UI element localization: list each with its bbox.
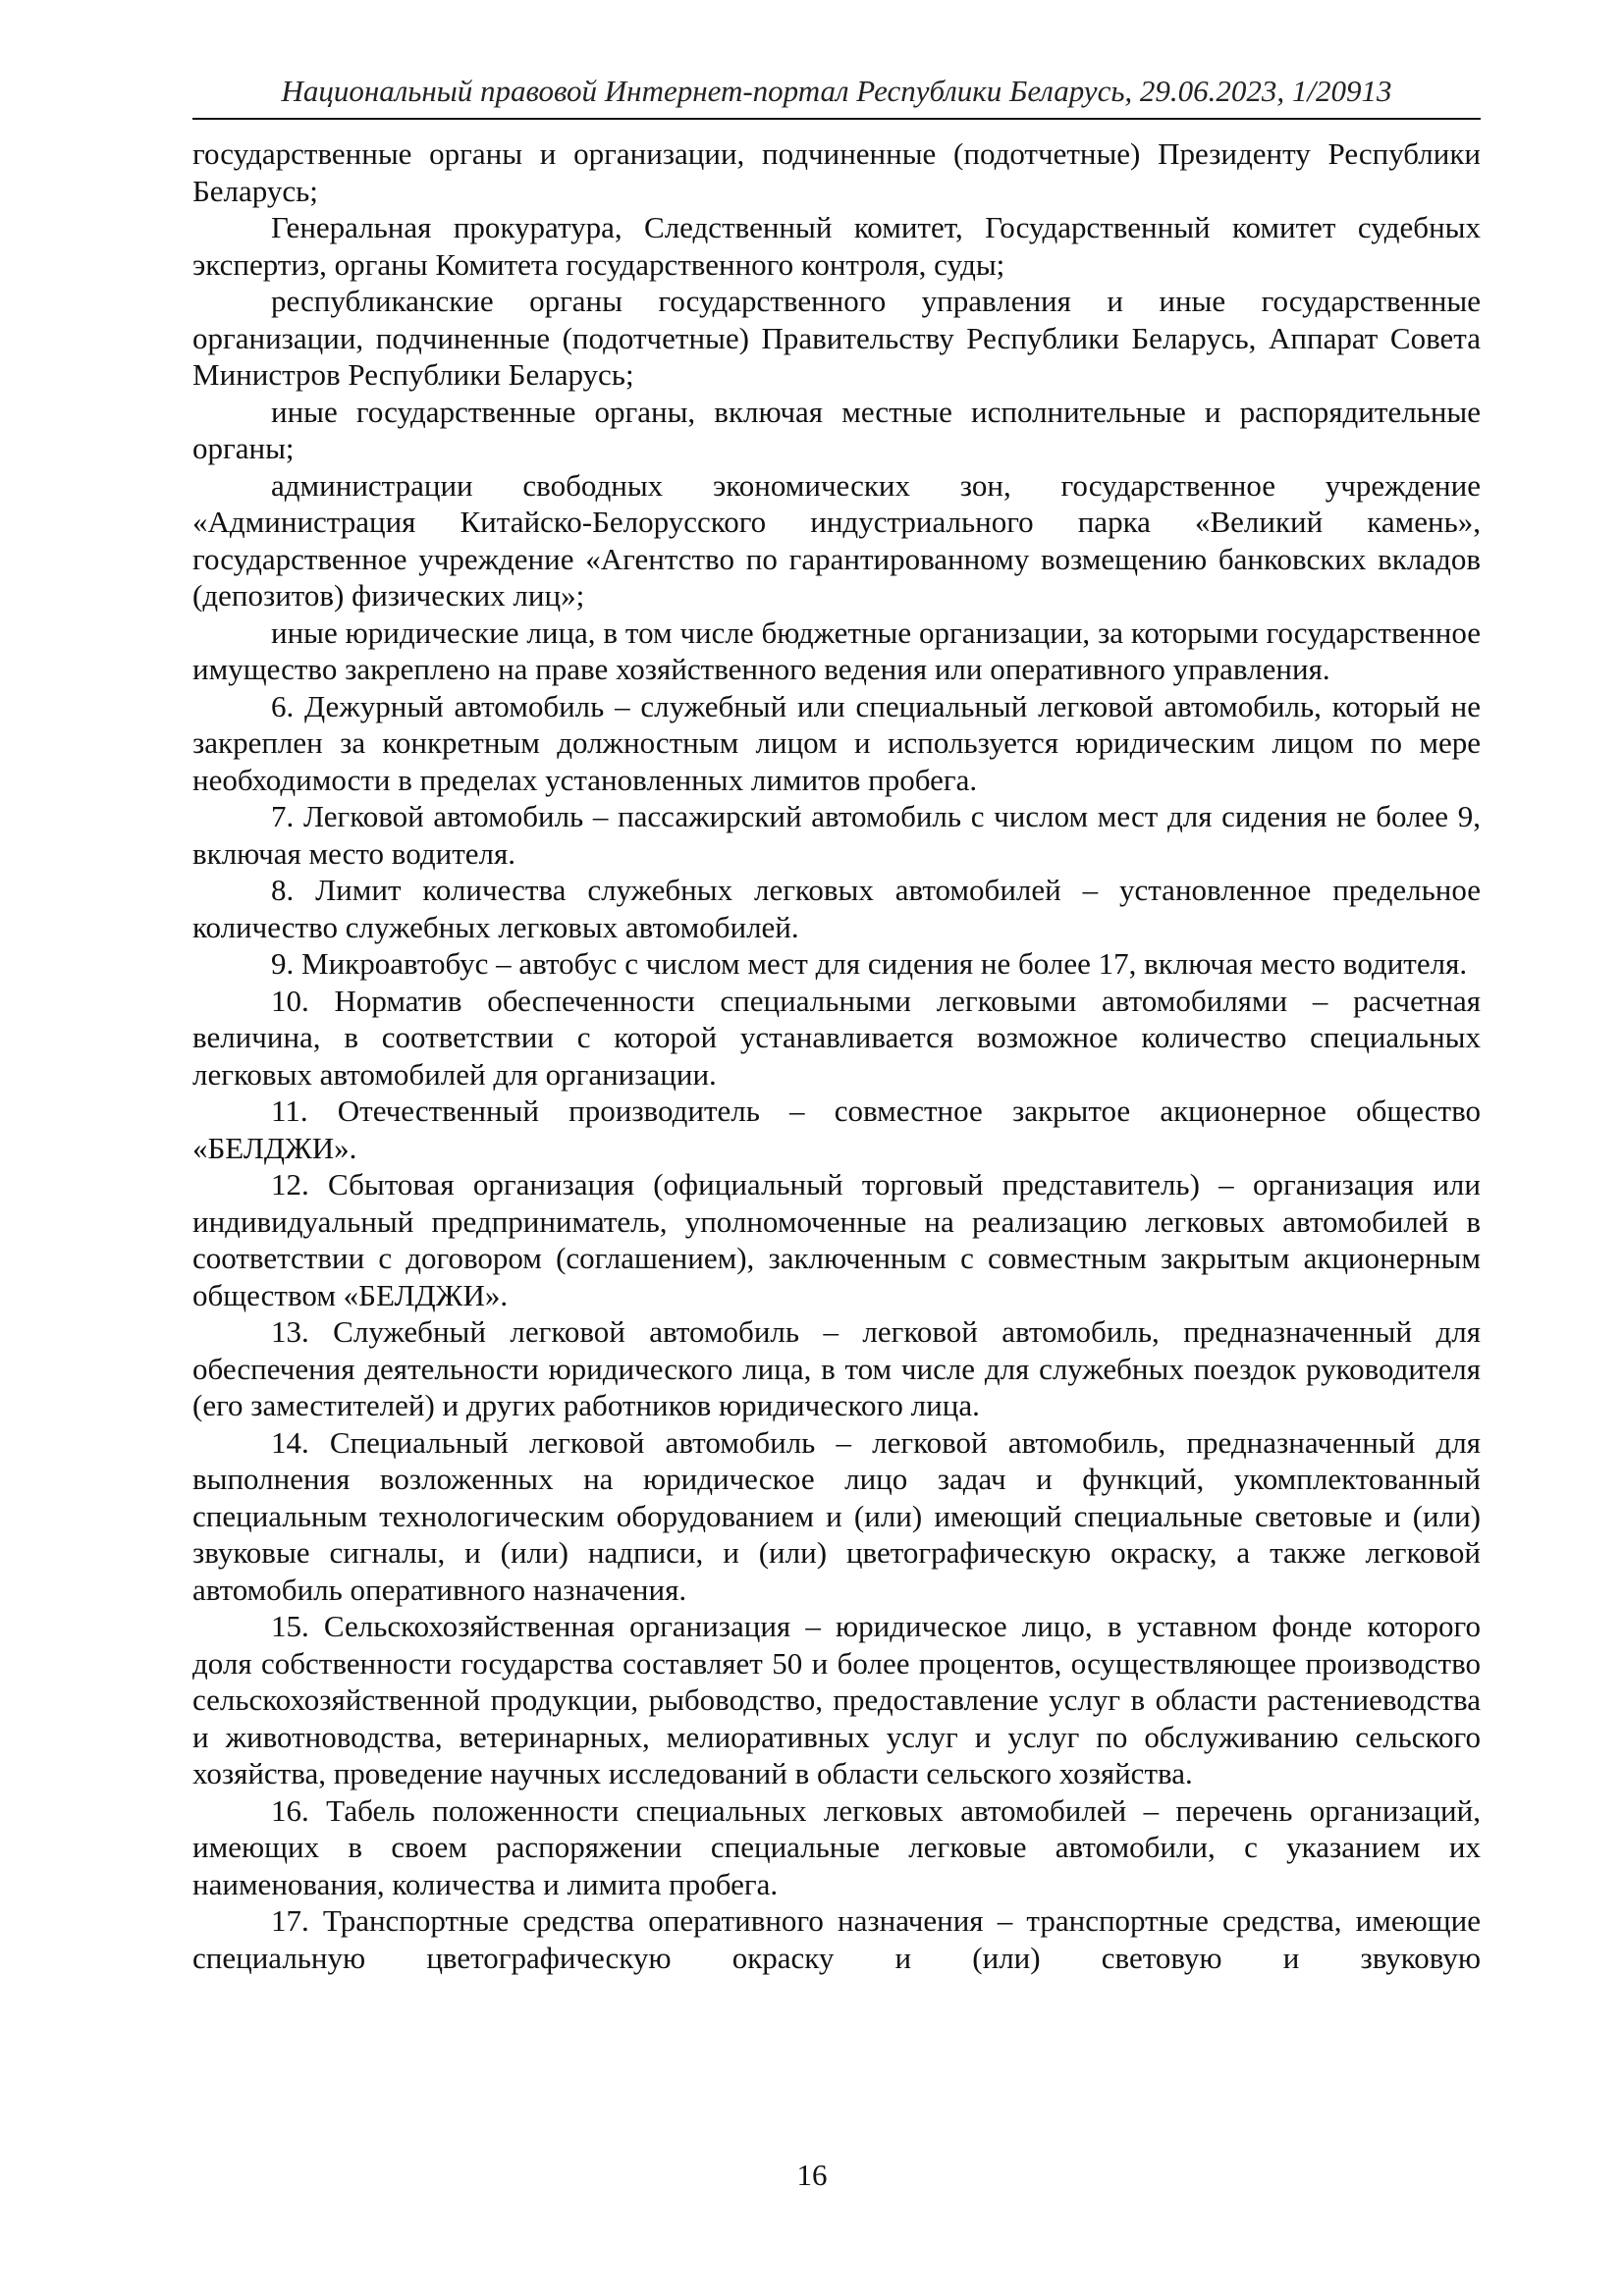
paragraph-item-7: 7. Легковой автомобиль – пассажирский автомобиль с числом мест для сидения не более 9, включая место водителя.	[192, 799, 1481, 871]
paragraph-free-economic-zones: администрации свободных экономических зон, государственное учреждение «Администрация Китайско-Белорусского индустриального парка «Великий камень», государственное учреждение «Агентство по гарантированному возмещению банковских вкладов (депозитов) физических лиц»;	[192, 467, 1481, 613]
document-header: Национальный правовой Интернет-портал Республики Беларусь, 29.06.2023, 1/20913	[281, 74, 1392, 108]
paragraph-item-17: 17. Транспортные средства оперативного назначения – транспортные средства, имеющие специальную цветографическую окраску и (или) световую и звуковую	[192, 1903, 1481, 1975]
paragraph-other-legal-entities: иные юридические лица, в том числе бюджетные организации, за которыми государственное имущество закреплено на праве хозяйственного ведения или оперативного управления.	[192, 614, 1481, 686]
paragraph-republican-bodies: республиканские органы государственного управления и иные государственные организации, подчиненные (подотчетные) Правительству Республики Беларусь, Аппарат Совета Министров Республики Беларусь;	[192, 284, 1481, 392]
paragraph-item-11: 11. Отечественный производитель – совместное закрытое акционерное общество «БЕЛДЖИ».	[192, 1094, 1481, 1165]
paragraph-other-state-bodies: иные государственные органы, включая местные исполнительные и распорядительные органы;	[192, 394, 1481, 465]
paragraph-item-15: 15. Сельскохозяйственная организация – юридическое лицо, в уставном фонде которого доля собственности государства составляет 50 и более процентов, осуществляющее производство сельскохозяйственной продукции, рыбоводство, предоставление услуг в области растениеводства и животноводства, ветеринарных, мелиоративных услуг и услуг по обслуживанию сельского хозяйства, проведение научных исследований в области сельского хозяйства.	[192, 1609, 1481, 1790]
paragraph-item-9: 9. Микроавтобус – автобус с числом мест для сидения не более 17, включая место водителя.	[271, 946, 1468, 981]
document-body	[192, 135, 1481, 1976]
paragraph-item-8: 8. Лимит количества служебных легковых автомобилей – установленное предельное количество служебных легковых автомобилей.	[192, 873, 1481, 944]
paragraph-item-16: 16. Табель положенности специальных легковых автомобилей – перечень организаций, имеющих в своем распоряжении специальные легковые автомобили, с указанием их наименования, количества и лимита пробега.	[192, 1792, 1481, 1901]
header-divider	[192, 118, 1481, 120]
paragraph-item-12: 12. Сбытовая организация (официальный торговый представитель) – организация или индивидуальный предприниматель, уполномоченные на реализацию легковых автомобилей в соответствии с договором (соглашением), заключенным с совместным закрытым акционерным обществом «БЕЛДЖИ».	[192, 1167, 1481, 1312]
paragraph-item-13: 13. Служебный легковой автомобиль – легковой автомобиль, предназначенный для обеспечения деятельности юридического лица, в том числе для служебных поездок руководителя (его заместителей) и других работников юридического лица.	[192, 1314, 1481, 1422]
page-number: 16	[796, 2158, 828, 2192]
paragraph-state-bodies-president: государственные органы и организации, подчиненные (подотчетные) Президенту Республики Беларусь;	[192, 136, 1481, 208]
paragraph-item-6: 6. Дежурный автомобиль – служебный или специальный легковой автомобиль, который не закреплен за конкретным должностным лицом и используется юридическим лицом по мере необходимости в пределах установленных лимитов пробега.	[192, 688, 1481, 797]
paragraph-prosecutor-office: Генеральная прокуратура, Следственный комитет, Государственный комитет судебных экспертиз, органы Комитета государственного контроля, суды;	[192, 210, 1481, 282]
paragraph-item-10: 10. Норматив обеспеченности специальными легковыми автомобилями – расчетная величина, в соответствии с которой устанавливается возможное количество специальных легковых автомобилей для организации.	[192, 983, 1481, 1092]
paragraph-item-14: 14. Специальный легковой автомобиль – легковой автомобиль, предназначенный для выполнения возложенных на юридическое лицо задач и функций, укомплектованный специальным технологическим оборудованием и (или) имеющий специальные световые и (или) звуковые сигналы, и (или) надписи, и (или) цветографическую окраску, а также легковой автомобиль оперативного назначения.	[192, 1424, 1481, 1607]
